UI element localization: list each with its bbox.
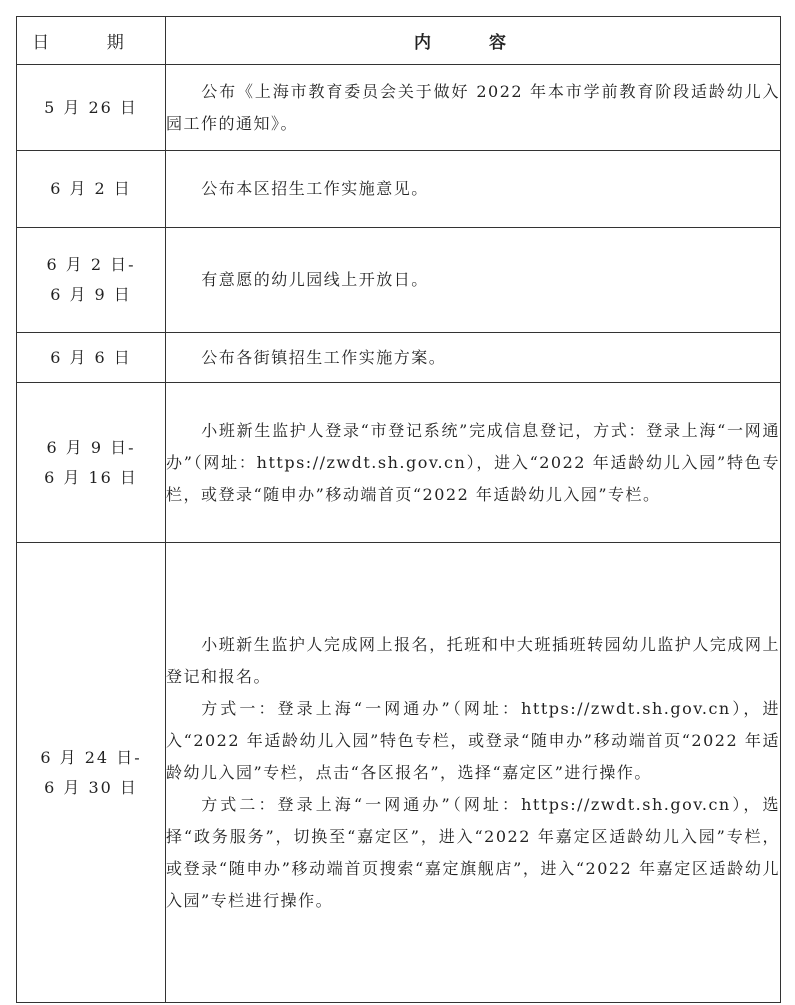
date-cell [17,333,166,383]
header-row [17,17,781,65]
date-cell [17,151,166,228]
content-cell [166,151,781,228]
table-row [17,543,781,1003]
date-line: 6 月 24 日- [40,747,142,767]
date-line: 6 月 9 日 [50,285,132,304]
content-cell [166,65,781,151]
date-cell [17,543,166,1003]
date-line: 6 月 6 日 [50,347,132,367]
content-cell [166,383,781,543]
content-cell [166,333,781,383]
table-row [17,333,781,383]
content-paragraph: 方式二：登录上海“一网通办”（网址：https://zwdt.sh.gov.cn），选择“政务服务”，切换至“嘉定区”，进入“2022 年嘉定区适龄幼儿入园”专栏，或登录“随申办”移动端首页搜索“嘉定旗舰店”，进入“2022 年嘉定区适龄幼儿入园”专栏进行操作。 [166,794,780,910]
date-line: 6 月 2 日 [50,179,132,198]
content-paragraph: 公布各街镇招生工作实施方案。 [201,347,447,367]
date-cell [17,65,166,151]
content-cell [166,228,781,333]
content-cell [166,543,781,1003]
date-cell [17,228,166,333]
content-paragraph: 公布《上海市教育委员会关于做好 2022 年本市学前教育阶段适龄幼儿入园工作的通知》。 [166,81,780,133]
header-content: 内 容 [166,17,781,65]
content-paragraph: 公布本区招生工作实施意见。 [201,179,429,198]
date-line: 6 月 16 日 [44,467,138,487]
table-row [17,228,781,333]
date-line: 6 月 2 日- [46,255,136,274]
table-row [17,151,781,228]
content-paragraph: 方式一：登录上海“一网通办”（网址：https://zwdt.sh.gov.cn），进入“2022 年适龄幼儿入园”特色专栏，或登录“随申办”移动端首页“2022 年适龄幼儿入园”专栏，点击“各区报名”，选择“嘉定区”进行操作。 [166,698,780,782]
table-row [17,65,781,151]
content-paragraph: 小班新生监护人完成网上报名，托班和中大班插班转园幼儿监护人完成网上登记和报名。 [166,634,780,686]
date-line: 6 月 9 日- [46,437,136,457]
schedule-table [16,16,781,1003]
content-paragraph: 有意愿的幼儿园线上开放日。 [201,270,429,289]
header-date: 日 期 [17,17,166,65]
table-row [17,383,781,543]
date-line: 6 月 30 日 [44,777,138,797]
date-line: 5 月 26 日 [44,97,138,117]
date-cell [17,383,166,543]
content-paragraph: 小班新生监护人登录“市登记系统”完成信息登记，方式：登录上海“一网通办”（网址：https://zwdt.sh.gov.cn），进入“2022 年适龄幼儿入园”特色专栏，或登录“随申办”移动端首页“2022 年适龄幼儿入园”专栏。 [166,420,780,504]
